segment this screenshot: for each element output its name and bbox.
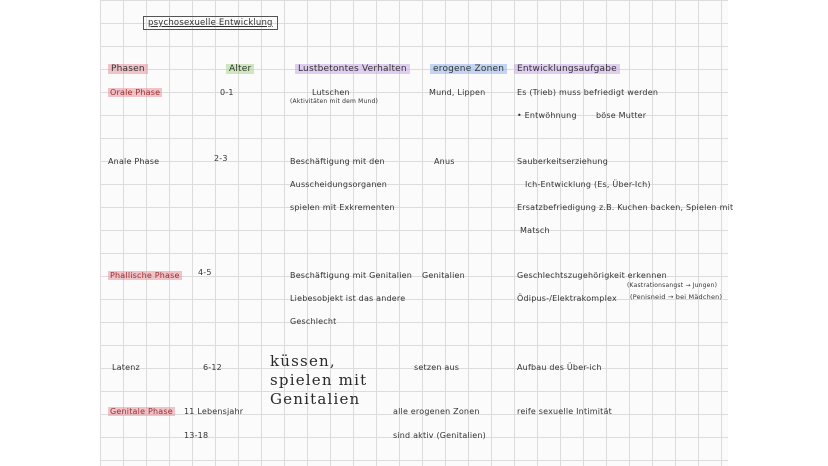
- aufgabe-phallic-3: Ödipus-/Elektrakomplex: [517, 294, 617, 303]
- zonen-genital-1: alle erogenen Zonen: [393, 407, 480, 416]
- header-zonen: erogene Zonen: [430, 64, 507, 74]
- alter-oral: 0-1: [220, 88, 234, 97]
- aufgabe-anal-1: Sauberkeitserziehung: [517, 157, 608, 166]
- header-verhalten: Lustbetontes Verhalten: [295, 64, 410, 74]
- alter-anal: 2-3: [214, 154, 228, 163]
- phase-phallic: Phallische Phase: [110, 271, 180, 280]
- alter-genital-2: 13-18: [184, 431, 209, 440]
- aufgabe-phallic-2: (Kastrationsangst → Jungen): [627, 282, 718, 289]
- aufgabe-anal-4: Matsch: [520, 226, 550, 235]
- aufgabe-oral-2: • Entwöhnung: [517, 111, 577, 120]
- verhalten-anal-3: spielen mit Exkrementen: [290, 203, 395, 212]
- notebook-page: [100, 0, 734, 466]
- zonen-phallic: Genitalien: [422, 271, 465, 280]
- aufgabe-genital: reife sexuelle Intimität: [517, 407, 612, 416]
- verhalten-anal-1: Beschäftigung mit den: [290, 157, 385, 166]
- verhalten-phallic-2: Liebesobjekt ist das andere: [290, 294, 406, 303]
- zonen-latenz: setzen aus: [414, 363, 460, 372]
- zonen-anal: Anus: [434, 157, 455, 166]
- verhalten-anal-2: Ausscheidungsorganen: [290, 180, 388, 189]
- alter-latenz: 6-12: [203, 363, 222, 372]
- aufgabe-anal-2: Ich-Entwicklung (Es, Über-Ich): [525, 180, 651, 189]
- header-alter: Alter: [226, 64, 254, 74]
- aufgabe-anal-3: Ersatzbefriedigung z.B. Kuchen backen, Spielen mit: [517, 203, 734, 212]
- aufgabe-oral-3: böse Mutter: [596, 111, 647, 120]
- alter-phallic: 4-5: [198, 268, 212, 277]
- handwritten-note: küssen, spielen mit Genitalien: [270, 352, 368, 408]
- phase-anal: Anale Phase: [108, 157, 160, 166]
- verhalten-oral: Lutschen: [312, 88, 350, 97]
- verhalten-phallic-1: Beschäftigung mit Genitalien: [290, 271, 413, 280]
- zonen-oral: Mund, Lippen: [429, 88, 486, 97]
- aufgabe-phallic-1: Geschlechtszugehörigkeit erkennen: [517, 271, 667, 280]
- header-phasen: Phasen: [108, 64, 148, 74]
- aufgabe-latenz: Aufbau des Über-ich: [517, 363, 602, 372]
- zonen-genital-2: sind aktiv (Genitalien): [393, 431, 486, 440]
- page-title: psychosexuelle Entwicklung: [143, 16, 278, 30]
- aufgabe-phallic-4: (Penisneid → bei Mädchen): [630, 293, 723, 301]
- phase-genital: Genitale Phase: [110, 407, 173, 416]
- verhalten-oral-note: (Aktivitäten mit dem Mund): [290, 98, 379, 105]
- alter-genital-1: 11 Lebensjahr: [184, 407, 244, 416]
- verhalten-phallic-3: Geschlecht: [290, 317, 337, 326]
- aufgabe-oral-1: Es (Trieb) muss befriedigt werden: [517, 88, 659, 97]
- phase-latenz: Latenz: [112, 363, 140, 372]
- phase-oral: Orale Phase: [110, 88, 161, 97]
- header-aufgabe: Entwicklungsaufgabe: [514, 64, 620, 74]
